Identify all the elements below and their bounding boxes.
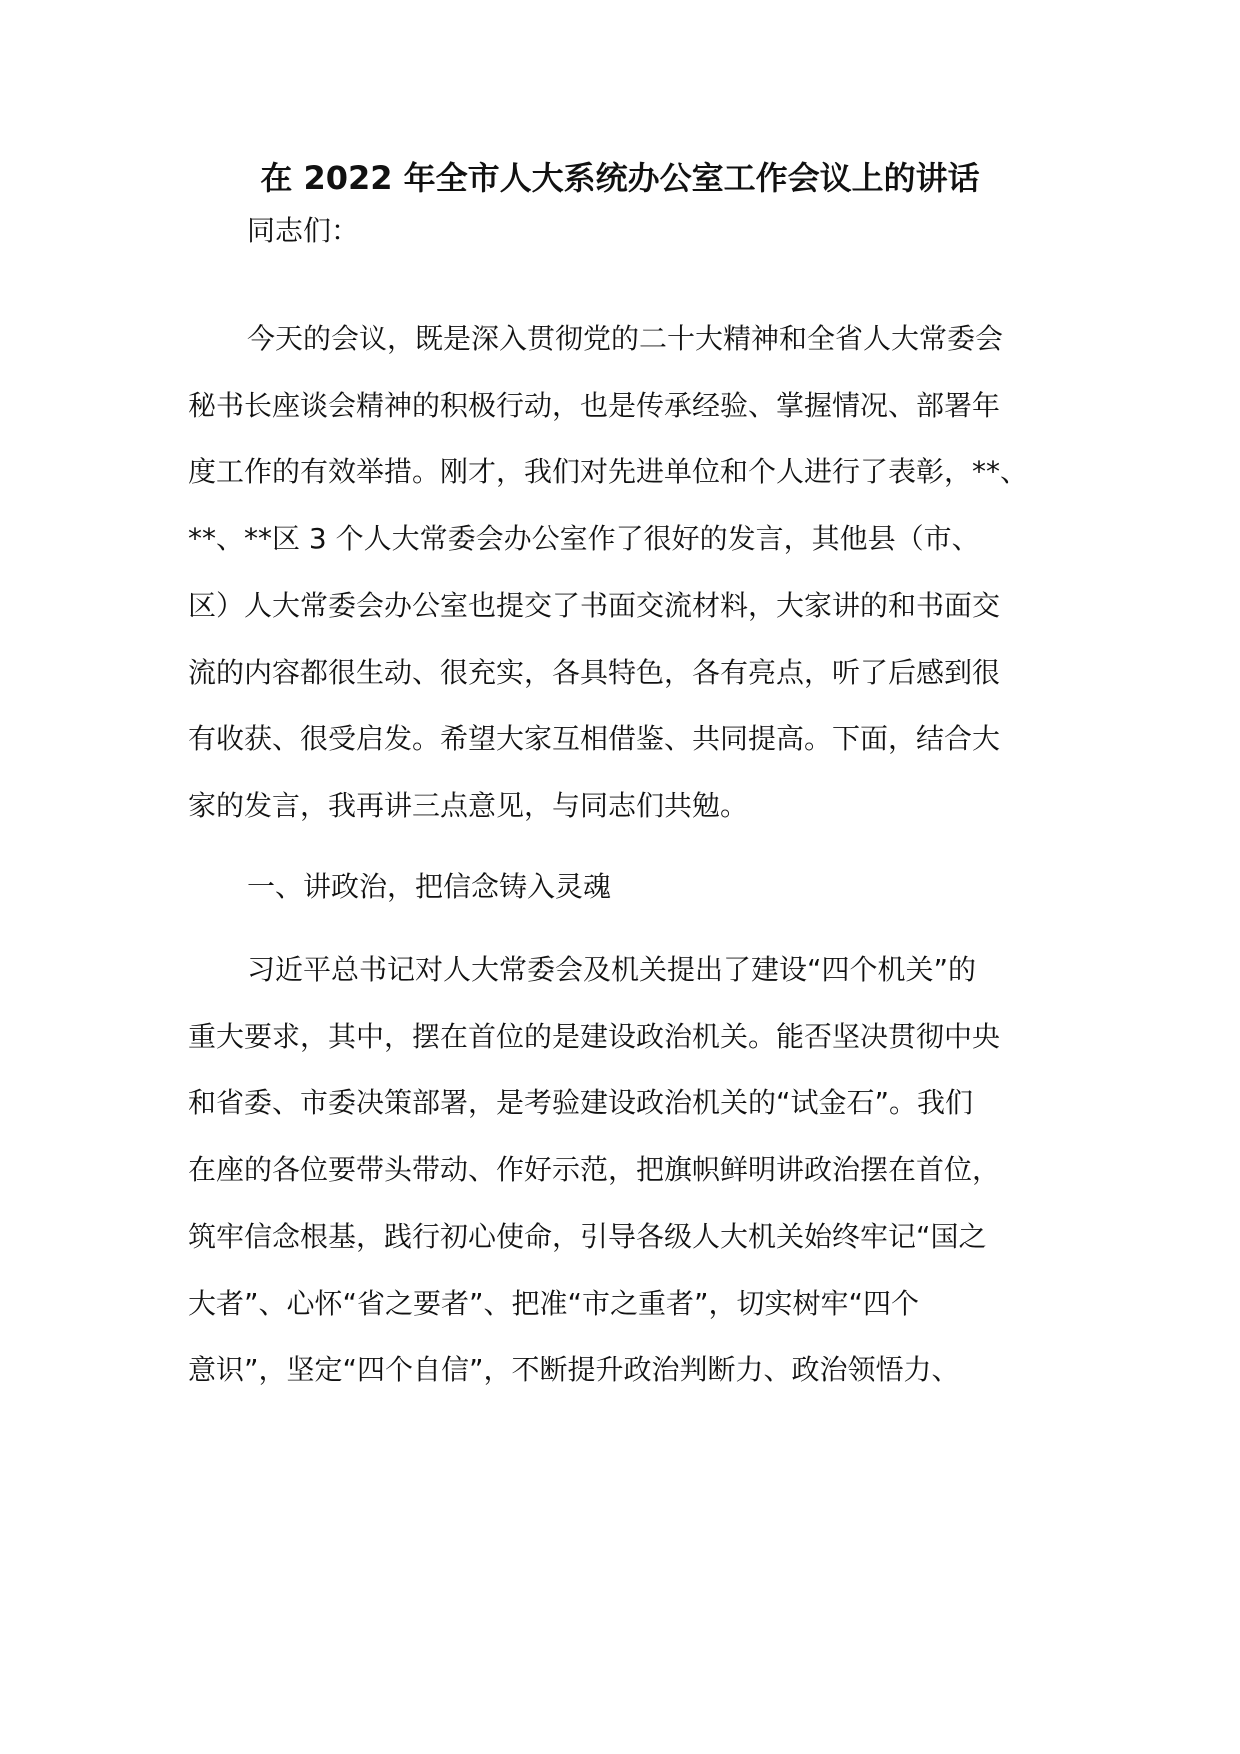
- paragraph2-line-3: 和省委、市委决策部署，是考验建设政治机关的“试金石”。我们: [188, 1086, 974, 1119]
- paragraph1-line-8: 家的发言，我再讲三点意见，与同志们共勉。: [188, 789, 749, 822]
- paragraph2-line-5: 筑牢信念根基，践行初心使命，引导各级人大机关始终牢记“国之: [188, 1220, 987, 1253]
- paragraph1-line-5: 区）人大常委会办公室也提交了书面交流材料，大家讲的和书面交: [188, 589, 1001, 622]
- paragraph2-line-2: 重大要求，其中，摆在首位的是建设政治机关。能否坚决贯彻中央: [188, 1020, 1001, 1053]
- paragraph1-line-3: 度工作的有效举措。刚才，我们对先进单位和个人进行了表彰，**、: [188, 455, 1029, 488]
- paragraph1-line-6: 流的内容都很生动、很充实，各具特色，各有亮点，听了后感到很: [188, 656, 1001, 689]
- section-heading-1: 一、讲政治，把信念铸入灵魂: [247, 870, 612, 903]
- paragraph2-line-6: 大者”、心怀“省之要者”、把准“市之重者”，切实树牢“四个: [188, 1287, 920, 1320]
- salutation: 同志们：: [247, 214, 360, 247]
- paragraph2-line-7: 意识”，坚定“四个自信”，不断提升政治判断力、政治领悟力、: [188, 1353, 960, 1386]
- paragraph1-line-1: 今天的会议，既是深入贯彻党的二十大精神和全省人大常委会: [247, 322, 1004, 355]
- paragraph1-line-2: 秘书长座谈会精神的积极行动，也是传承经验、掌握情况、部署年: [188, 389, 1001, 422]
- paragraph1-line-7: 有收获、很受启发。希望大家互相借鉴、共同提高。下面，结合大: [188, 722, 1001, 755]
- paragraph1-line-4: **、**区 3 个人大常委会办公室作了很好的发言，其他县（市、: [188, 522, 980, 555]
- paragraph2-line-4: 在座的各位要带头带动、作好示范，把旗帜鲜明讲政治摆在首位，: [188, 1153, 1001, 1186]
- paragraph2-line-1: 习近平总书记对人大常委会及机关提出了建设“四个机关”的: [247, 953, 977, 986]
- document-title: 在 2022 年全市人大系统办公室工作会议上的讲话: [260, 159, 980, 197]
